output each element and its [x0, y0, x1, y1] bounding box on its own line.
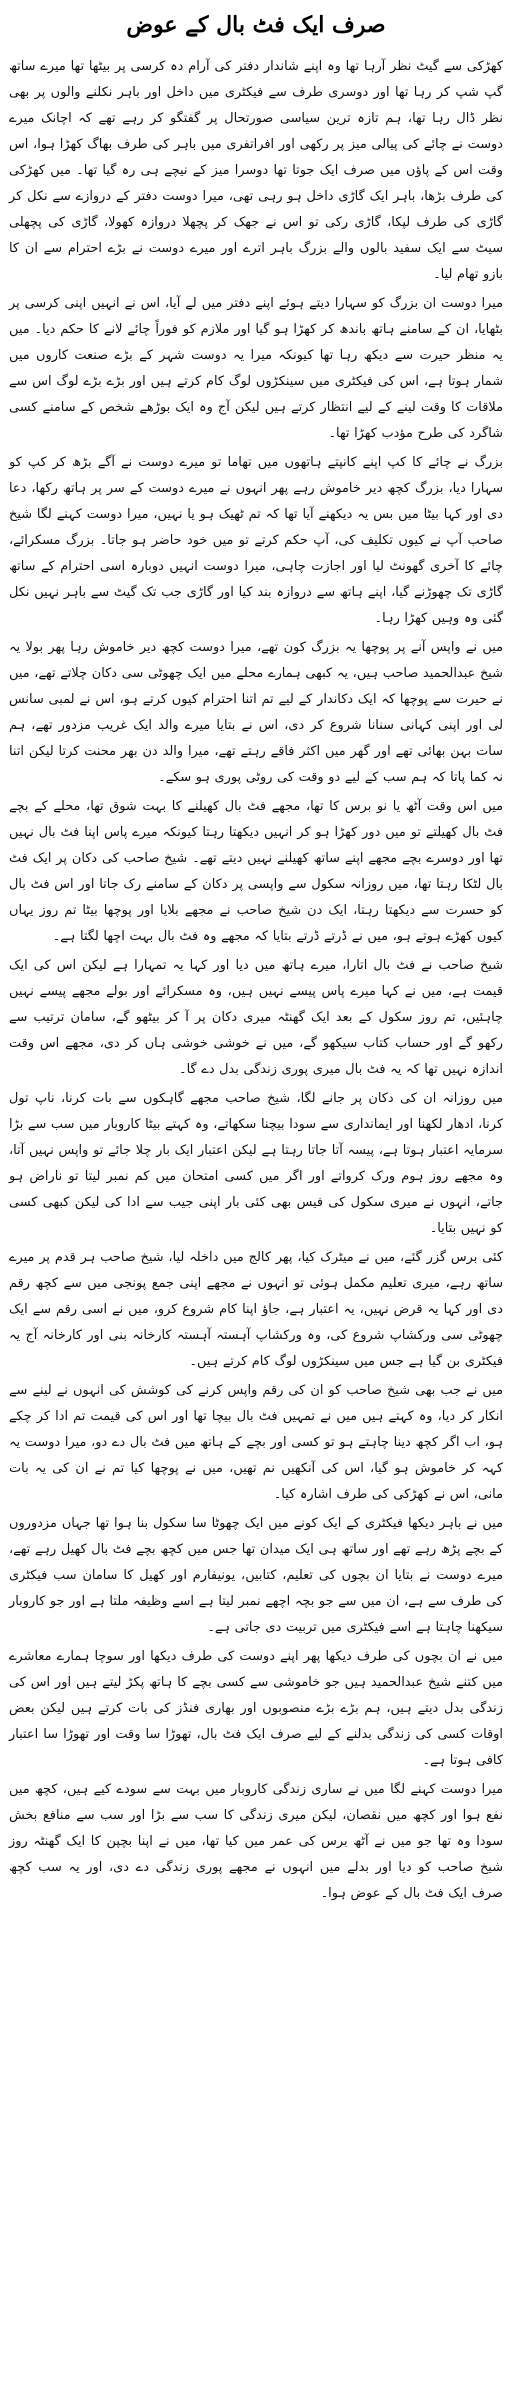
article-paragraph: میرا دوست کہنے لگا میں نے ساری زندگی کاروبار میں بہت سے سودے کیے ہیں، کچھ میں نفع ہوا اور کچھ میں نقصان، لیکن میری زندگی کا سب سے بڑا اور سب سے منافع بخش سودا وہ تھا جو میں نے آٹھ برس کی عمر میں کیا تھا، میں نے اپنا بچپن کا ایک گھنٹہ روز شیخ صاحب کو دیا اور بدلے میں انہوں نے مجھے پوری زندگی دے دی، اور یہ سب کچھ صرف ایک فٹ بال کے عوض ہوا۔ [9, 1782, 503, 1901]
article-paragraph: میں نے باہر دیکھا فیکٹری کے ایک کونے میں ایک چھوٹا سا سکول بنا ہوا تھا جہاں مزدوروں کے بچے پڑھ رہے تھے اور ساتھ ہی ایک میدان تھا جس میں کچھ بچے فٹ بال کھیل رہے تھے، میرے دوست نے بتایا ان بچوں کی تعلیم، کتابیں، یونیفارم اور کھیل کا سامان سب فیکٹری کی طرف سے ہے، ان میں سے جو بچہ اچھے نمبر لیتا ہے اسے وظیفہ ملتا ہے اور جو کاروبار سیکھنا چاہتا ہے اسے فیکٹری میں تربیت دی جاتی ہے۔ [9, 1516, 503, 1635]
article-paragraph: میں اس وقت آٹھ یا نو برس کا تھا، مجھے فٹ بال کھیلنے کا بہت شوق تھا، محلے کے بچے فٹ بال کھیلتے تو میں دور کھڑا ہو کر انہیں دیکھتا رہتا کیونکہ میرے پاس اپنا فٹ بال نہیں تھا اور دوسرے بچے مجھے اپنے ساتھ کھیلنے نہیں دیتے تھے۔ شیخ صاحب کی دکان پر ایک فٹ بال لٹکا رہتا تھا، میں روزانہ سکول سے واپسی پر دکان کے سامنے رک جاتا اور اس فٹ بال کو حسرت سے دیکھتا رہتا، ایک دن شیخ صاحب نے مجھے بلایا اور پوچھا بیٹا تم روز یہاں کیوں کھڑے ہوتے ہو، میں نے ڈرتے ڈرتے بتایا کہ مجھے وہ فٹ بال بہت اچھا لگتا ہے۔ [9, 799, 503, 944]
article-paragraph: میں نے ان بچوں کی طرف دیکھا پھر اپنے دوست کی طرف دیکھا اور سوچا ہمارے معاشرے میں کتنے شیخ عبدالحمید ہیں جو خاموشی سے کسی بچے کا ہاتھ پکڑ لیتے ہیں اور اس کی زندگی بدل دیتے ہیں، ہم بڑے بڑے منصوبوں اور بھاری فنڈز کی بات کرتے ہیں لیکن بعض اوقات کسی کی زندگی بدلنے کے لیے صرف ایک فٹ بال، تھوڑا سا وقت اور تھوڑا سا اعتبار کافی ہوتا ہے۔ [9, 1649, 503, 1768]
article-paragraph: شیخ صاحب نے فٹ بال اتارا، میرے ہاتھ میں دیا اور کہا یہ تمہارا ہے لیکن اس کی ایک قیمت ہے، میں نے کہا میرے پاس پیسے نہیں ہیں، وہ مسکرائے اور بولے مجھے پیسے نہیں چاہئیں، تم روز سکول کے بعد ایک گھنٹہ میری دکان پر آ کر بیٹھو گے، سامان ترتیب سے رکھو گے اور حساب کتاب سیکھو گے، میں نے خوشی خوشی ہاں کر دی، مجھے اس وقت اندازہ نہیں تھا کہ یہ فٹ بال میری پوری زندگی بدل دے گا۔ [9, 958, 503, 1077]
article-paragraph: میں نے جب بھی شیخ صاحب کو ان کی رقم واپس کرنے کی کوشش کی انہوں نے لینے سے انکار کر دیا، وہ کہتے ہیں میں نے تمہیں فٹ بال بیچا تھا اور اس کی قیمت تم ادا کر چکے ہو، اب اگر کچھ دینا چاہتے ہو تو کسی اور بچے کے ہاتھ میں فٹ بال دے دو، میرا دوست یہ کہہ کر خاموش ہو گیا، اس کی آنکھیں نم تھیں، میں نے پوچھا کیا تم نے ان کی یہ بات مانی، اس نے کھڑکی کی طرف اشارہ کیا۔ [9, 1383, 503, 1502]
article-paragraph: بزرگ نے چائے کا کپ اپنے کانپتے ہاتھوں میں تھاما تو میرے دوست نے آگے بڑھ کر کپ کو سہارا دیا، بزرگ کچھ دیر خاموش رہے پھر انہوں نے میرے دوست کے سر پر ہاتھ رکھا، دعا دی اور کہا بیٹا میں بس یہ دیکھنے آیا تھا کہ تم ٹھیک ہو یا نہیں، میرا دوست کہنے لگا شیخ صاحب آپ نے کیوں تکلیف کی، آپ حکم کرتے تو میں خود حاضر ہو جاتا۔ بزرگ مسکرائے، چائے کا آخری گھونٹ لیا اور اجازت چاہی، میرا دوست انہیں دوبارہ اسی احترام کے ساتھ گاڑی تک چھوڑنے گیا، اپنے ہاتھ سے دروازہ بند کیا اور گاڑی جب تک گیٹ سے باہر نہیں نکل گئی وہ وہیں کھڑا رہا۔ [9, 455, 503, 626]
article-title: صرف ایک فٹ بال کے عوض [126, 12, 386, 38]
article-paragraph: کھڑکی سے گیٹ نظر آرہا تھا وہ اپنے شاندار دفتر کی آرام دہ کرسی پر بیٹھا تھا میرے ساتھ گپ شپ کر رہا تھا اور دوسری طرف سے فیکٹری میں داخل اور باہر نکلنے والوں پر بھی نظر ڈال رہا تھا، ہم تازہ ترین سیاسی صورتحال پر گفتگو کر رہے تھے کہ اچانک میرے دوست نے چائے کی پیالی میز پر رکھی اور افراتفری میں باہر کی طرف بھاگ کھڑا ہوا، اس وقت اس کے پاؤں میں صرف ایک جوتا تھا دوسرا میز کے نیچے ہی رہ گیا تھا۔ میں کھڑکی کی طرف بڑھا، باہر ایک گاڑی داخل ہو رہی تھی، میرا دوست دفتر کے دروازے سے نکل کر گاڑی کی طرف لپکا، گاڑی رکی تو اس نے جھک کر پچھلا دروازہ کھولا، گاڑی کی پچھلی سیٹ سے ایک سفید بالوں والے بزرگ باہر اترے اور میرے دوست نے بڑے احترام سے ان کا بازو تھام لیا۔ [9, 59, 503, 282]
article-paragraph: کئی برس گزر گئے، میں نے میٹرک کیا، پھر کالج میں داخلہ لیا، شیخ صاحب ہر قدم پر میرے ساتھ رہے، میری تعلیم مکمل ہوئی تو انہوں نے مجھے اپنی جمع پونجی میں سے کچھ رقم دی اور کہا یہ قرض نہیں، یہ اعتبار ہے، جاؤ اپنا کام شروع کرو، میں نے اسی رقم سے ایک چھوٹی سی ورکشاپ شروع کی، وہ ورکشاپ آہستہ آہستہ کارخانہ بنی اور کارخانہ آج یہ فیکٹری بن گیا ہے جس میں سینکڑوں لوگ کام کرتے ہیں۔ [9, 1250, 503, 1369]
article-paragraph: میں روزانہ ان کی دکان پر جانے لگا، شیخ صاحب مجھے گاہکوں سے بات کرنا، ناپ تول کرنا، ادھار لکھنا اور ایمانداری سے سودا بیچنا سکھاتے، وہ کہتے بیٹا کاروبار میں سب سے بڑا سرمایہ اعتبار ہوتا ہے، پیسہ آتا جاتا رہتا ہے لیکن اعتبار ایک بار چلا جائے تو واپس نہیں آتا، وہ مجھے روز ہوم ورک کرواتے اور اگر میں کسی امتحان میں کم نمبر لیتا تو ناراض ہو جاتے، انہوں نے میری سکول کی فیس بھی کئی بار اپنی جیب سے ادا کی لیکن کبھی کسی کو نہیں بتایا۔ [9, 1091, 503, 1236]
article-paragraph: میرا دوست ان بزرگ کو سہارا دیتے ہوئے اپنے دفتر میں لے آیا، اس نے انہیں اپنی کرسی پر بٹھایا، ان کے سامنے ہاتھ باندھ کر کھڑا ہو گیا اور ملازم کو فوراً چائے لانے کا حکم دیا۔ میں یہ منظر حیرت سے دیکھ رہا تھا کیونکہ میرا یہ دوست شہر کے بڑے صنعت کاروں میں شمار ہوتا ہے، اس کی فیکٹری میں سینکڑوں لوگ کام کرتے ہیں اور بڑے بڑے لوگ اس سے ملاقات کا وقت لینے کے لیے انتظار کرتے ہیں لیکن آج وہ ایک بوڑھے شخص کے سامنے کسی شاگرد کی طرح مؤدب کھڑا تھا۔ [9, 296, 503, 441]
article-body [9, 54, 503, 1907]
article-paragraph: میں نے واپس آنے پر پوچھا یہ بزرگ کون تھے، میرا دوست کچھ دیر خاموش رہا پھر بولا یہ شیخ عبدالحمید صاحب ہیں، یہ کبھی ہمارے محلے میں ایک چھوٹی سی دکان چلاتے تھے، میں نے حیرت سے پوچھا کہ ایک دکاندار کے لیے تم اتنا احترام کیوں کرتے ہو، اس نے لمبی سانس لی اور اپنی کہانی سنانا شروع کر دی، اس نے بتایا میرے والد ایک غریب مزدور تھے، ہم سات بہن بھائی تھے اور گھر میں اکثر فاقے رہتے تھے، میرا والد دن بھر محنت کرتا لیکن اتنا نہ کما پاتا کہ ہم سب کے لیے دو وقت کی روٹی پوری ہو سکے۔ [9, 640, 503, 785]
